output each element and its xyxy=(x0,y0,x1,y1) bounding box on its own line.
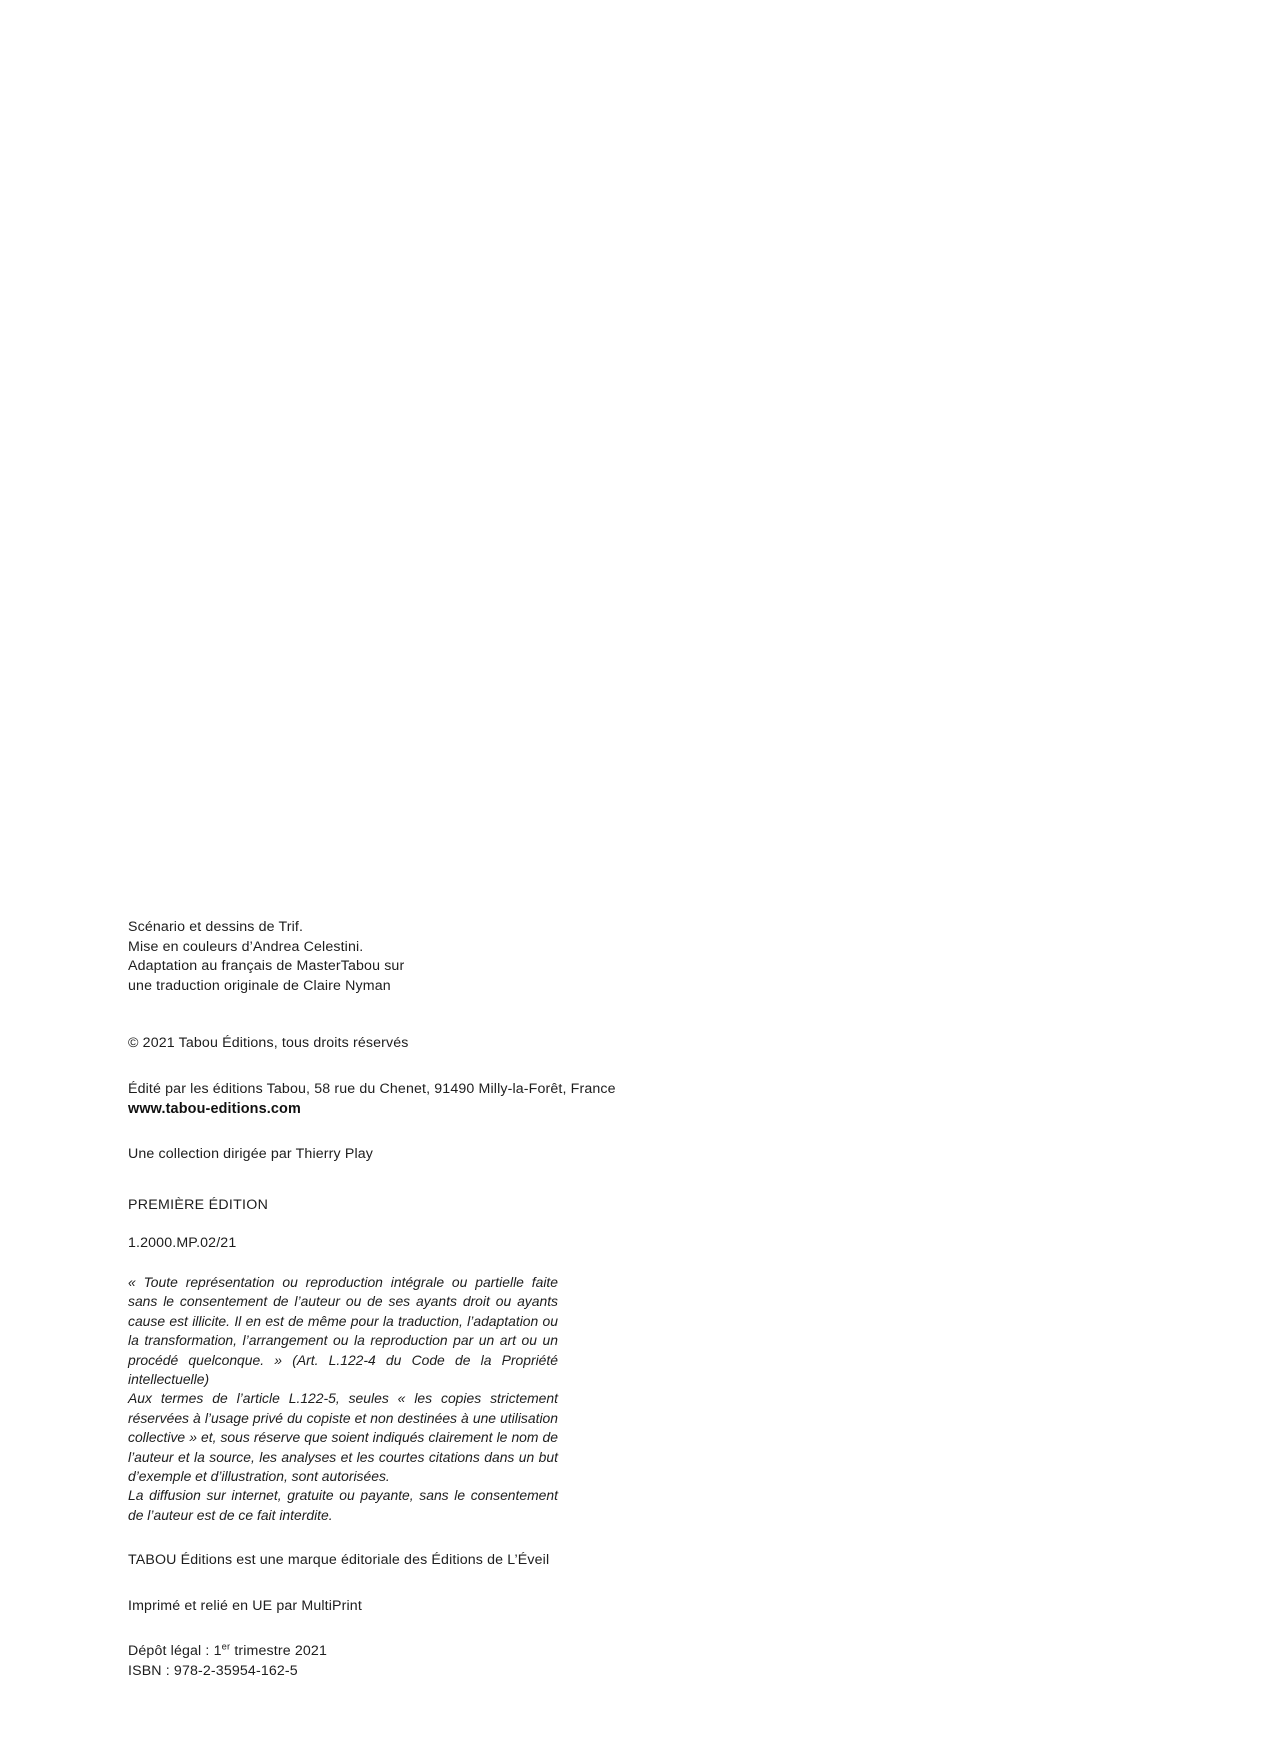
legal-paragraph-1: « Toute représentation ou reproduction intégrale ou partielle faite sans le consentement de l’auteur ou de ses ayants droit ou ayants cause est illicite. Il en est de même pour la traduction, l’adaptation ou la transformation, l’arrangement ou la reproduction par un art ou un procédé quelconque. » (Art. L.122-4 du Code de la Propriété intellectuelle) xyxy=(128,1273,558,1387)
credit-line-translation: une traduction originale de Claire Nyman xyxy=(128,977,391,994)
spacer xyxy=(128,1119,648,1145)
legal-notice-block xyxy=(128,1273,558,1525)
credit-line-scenario: Scénario et dessins de Trif. xyxy=(128,919,304,935)
spacer xyxy=(128,1525,648,1551)
legal-deposit-ordinal: er xyxy=(221,1641,231,1652)
spacer xyxy=(128,1054,648,1080)
legal-deposit-block xyxy=(128,1642,648,1680)
legal-paragraph-2: Aux termes de l’article L.122-5, seules « les copies strictement réservées à l’usage privé du copiste et non destinées à une utilisation collective » et, sous réserve que soient indiqués clairement le nom de l’auteur et la source, les analyses et les courtes citations dans un but d’exemple et d’illustration, sont autorisées. xyxy=(128,1390,558,1484)
credits-block xyxy=(128,918,648,996)
spacer xyxy=(128,1254,648,1273)
edition-label: PREMIÈRE ÉDITION xyxy=(128,1196,269,1213)
spacer xyxy=(128,1215,648,1234)
spacer xyxy=(128,996,648,1034)
spacer xyxy=(128,1165,648,1196)
printing-notice: Imprimé et relié en UE par MultiPrint xyxy=(128,1597,362,1614)
collection-director: Une collection dirigée par Thierry Play xyxy=(128,1146,374,1163)
credit-line-adaptation: Adaptation au français de MasterTabou sur xyxy=(128,958,405,975)
isbn-number: ISBN : 978-2-35954-162-5 xyxy=(128,1662,298,1679)
publisher-address: Édité par les éditions Tabou, 58 rue du Chenet, 91490 Milly-la-Forêt, France xyxy=(128,1080,616,1097)
copyright-notice: © 2021 Tabou Éditions, tous droits réservés xyxy=(128,1035,409,1052)
publisher-website[interactable]: www.tabou-editions.com xyxy=(128,1100,301,1117)
legal-deposit-prefix: Dépôt légal : 1 xyxy=(128,1643,222,1660)
spacer xyxy=(128,1616,648,1642)
spacer xyxy=(128,1571,648,1597)
legal-deposit xyxy=(128,1642,648,1661)
print-code: 1.2000.MP.02/21 xyxy=(128,1235,237,1252)
publisher-block xyxy=(128,1080,648,1119)
legal-deposit-suffix: trimestre 2021 xyxy=(230,1643,327,1660)
credit-line-colors: Mise en couleurs d’Andrea Celestini. xyxy=(128,938,364,955)
imprint-notice: TABOU Éditions est une marque éditoriale des Éditions de L’Éveil xyxy=(128,1552,550,1569)
legal-paragraph-3: La diffusion sur internet, gratuite ou payante, sans le consentement de l’auteur est de ce fait interdite. xyxy=(128,1487,558,1523)
colophon-block xyxy=(128,918,648,1681)
